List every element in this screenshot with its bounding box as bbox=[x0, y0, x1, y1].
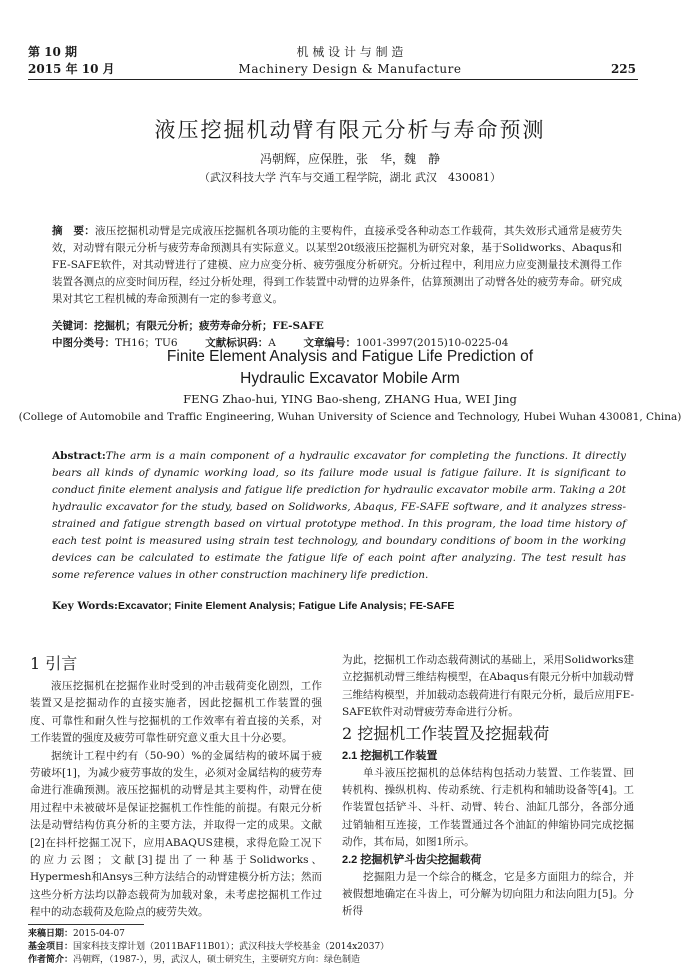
keywords-en-text: Excavator; Finite Element Analysis; Fatigue Life Analysis; FE-SAFE bbox=[117, 600, 455, 612]
affiliation-cn: （武汉科技大学 汽车与交通工程学院，湖北 武汉 430081） bbox=[199, 171, 501, 184]
footnote-author bbox=[28, 954, 360, 967]
footnote-received bbox=[28, 928, 125, 941]
section-1-paragraph-2: 据统计工程中约有（50-90）%的金属结构的破坏属于疲劳破坏[1]，为减少疲劳事故的发生，必须对金属结构的疲劳寿命进行准确预测。液压挖掘机的动臂是其主要构件，动臂在使用过程中未被破坏是保证挖掘机工作性能的前提。有限元分析法是动臂结构仿真分析的主要方法，并取得一定的成果。文献[2]在抖杆挖掘工况下，应用ABAQUS建模，求得危险工况下的应力云图；文献[3]提出了一种基于Solidworks、Hypermesh和Ansys三种方法结合的动臂建模分析方法；然而这些分析方法均以静态载荷为加载对象，未考虑挖掘机工作过程中的动态载荷及危险点的疲劳失效。 bbox=[30, 749, 322, 919]
section-1-heading: 1 引言 bbox=[30, 654, 78, 673]
keywords-cn-text: 挖掘机；有限元分析；疲劳寿命分析；FE-SAFE bbox=[94, 320, 324, 332]
authors-en: FENG Zhao-hui, YING Bao-sheng, ZHANG Hua, WEI Jing bbox=[183, 392, 517, 406]
page-number: 225 bbox=[610, 62, 636, 76]
doc-code-label: 文献标识码： bbox=[205, 337, 269, 349]
body-right-column bbox=[342, 652, 634, 921]
title-en bbox=[0, 346, 700, 390]
section-2-2-heading: 2.2 挖掘机铲斗齿尖挖掘载荷 bbox=[342, 853, 482, 866]
abstract-cn bbox=[52, 223, 622, 308]
abstract-cn-label: 摘 要： bbox=[52, 225, 96, 237]
clc-label: 中图分类号： bbox=[52, 337, 115, 349]
author-bio-text: 冯朝辉，（1987-），男，武汉人，硕士研究生，主要研究方向：绿色制造 bbox=[73, 955, 360, 965]
keywords-en-label: Key Words: bbox=[52, 600, 118, 612]
author-bio-label: 作者简介： bbox=[28, 955, 74, 965]
issue-number: 第 10 期 bbox=[28, 45, 78, 59]
authors-cn: 冯朝辉，应保胜，张 华，魏 静 bbox=[259, 152, 440, 166]
abstract-en bbox=[52, 448, 626, 584]
fund-label: 基金项目： bbox=[28, 942, 74, 952]
body-left-column bbox=[30, 652, 322, 922]
title-en-line1: Finite Element Analysis and Fatigue Life Prediction of bbox=[166, 348, 534, 365]
affiliation-en: (College of Automobile and Traffic Engineering, Wuhan University of Science and Technology, Hubei Wuhan 430081, China) bbox=[18, 411, 682, 423]
section-2-heading: 2 挖掘机工作装置及挖掘载荷 bbox=[342, 723, 550, 743]
section-1-paragraph-1: 液压挖掘机在挖掘作业时受到的冲击载荷变化剧烈，工作装置又是挖掘动作的直接实施者，因此挖掘机工作装置的强度、可靠性和耐久性与挖掘机的工作效率有着直接的关系，对工作装置的强度及疲劳可靠性研究意义重大且十分必要。 bbox=[30, 680, 322, 745]
footnote-fund bbox=[28, 941, 389, 954]
section-2-1-paragraph: 单斗液压挖掘机的总体结构包括动力装置、工作装置、回转机构、操纵机构、传动系统、行走机构和辅助设备等[4]。工作装置包括铲斗、斗杆、动臂、转台、油缸几部分，各部分通过销轴相互连接，工作装置通过各个油缸的伸缩协同完成挖掘动作，其布局，如图1所示。 bbox=[342, 766, 634, 849]
abstract-cn-text: 液压挖掘机动臂是完成液压挖掘机各项功能的主要构件，直接承受各种动态工作载荷，其失效形式通常是疲劳失效，对动臂有限元分析与疲劳寿命预测具有实际意义。以某型20t级液压挖掘机为研究对象，基于Solidworks、Abaqus和FE-SAFE软件，对其动臂进行了建模、应力应变分析、疲劳强度分析研究。分析过程中，利用应力应变测量技术测得工作装置各测点的应变时间历程，经过分析处理，得到工作装置中动臂的边界条件，估算预测出了动臂各处的疲劳寿命。研究成果对其它工程机械的寿命预测有一定的参考意义。 bbox=[52, 225, 623, 305]
section-2-2-paragraph: 挖掘阻力是一个综合的概念，它是多方面阻力的综合，并被假想地确定在斗齿上，可分解为切向阻力和法向阻力[5]。分析得 bbox=[342, 870, 634, 918]
journal-name-cn: 机 械 设 计 与 制 造 bbox=[296, 45, 404, 59]
article-number-label: 文章编号： bbox=[303, 337, 356, 349]
clc-value: TH16；TU6 bbox=[115, 337, 178, 349]
keywords-en bbox=[52, 600, 454, 612]
abstract-en-label: Abstract: bbox=[52, 450, 106, 462]
title-cn: 液压挖掘机动臂有限元分析与寿命预测 bbox=[154, 118, 546, 142]
header-rule bbox=[28, 79, 638, 80]
section-1-paragraph-3: 为此，挖掘机工作动态载荷测试的基础上，采用Solidworks建立挖掘机动臂三维结构模型，在Abaqus有限元分析中加载动臂三维结构模型，并加载动态载荷进行有限元分析，最后应用FE-SAFE软件对动臂疲劳寿命进行分析。 bbox=[342, 654, 634, 719]
keywords-cn-label: 关键词： bbox=[52, 320, 94, 332]
title-en-line2: Hydraulic Excavator Mobile Arm bbox=[240, 370, 460, 387]
issue-date: 2015 年 10 月 bbox=[28, 62, 115, 76]
abstract-en-text: The arm is a main component of a hydraulic excavator for completing the functions. It directly bears all kinds of dynamic working load, so its failure mode usual is fatigue failure. It is significant to conduct finite element analysis and fatigue life prediction for hydraulic excavator mobile arm. Taking a 20t hydraulic excavator for the study, based on Solidworks, Abaqus, FE-SAFE software, and it analyzes stress-strained and fatigue strength based on virtual prototype method. In this program, the load time history of each test point is measured using strain test technology, and boundary conditions of boom in the working devices can be calculated to estimate the fatigue life of each point after analyzing. The test result has some reference values in other construction machinery life prediction. bbox=[52, 450, 626, 581]
journal-name-en: Machinery Design & Manufacture bbox=[238, 62, 462, 76]
fund-text: 国家科技支撑计划（2011BAF11B01）；武汉科技大学校基金（2014x2037） bbox=[73, 942, 390, 952]
received-label: 来稿日期： bbox=[28, 929, 74, 939]
keywords-cn bbox=[52, 318, 324, 333]
received-date: 2015-04-07 bbox=[73, 929, 125, 939]
article-number-value: 1001-3997(2015)10-0225-04 bbox=[355, 337, 509, 349]
section-2-1-heading: 2.1 挖掘机工作装置 bbox=[342, 749, 438, 762]
journal-name bbox=[0, 44, 700, 78]
footnote-rule bbox=[28, 924, 144, 925]
doc-code-value: A bbox=[268, 337, 276, 349]
